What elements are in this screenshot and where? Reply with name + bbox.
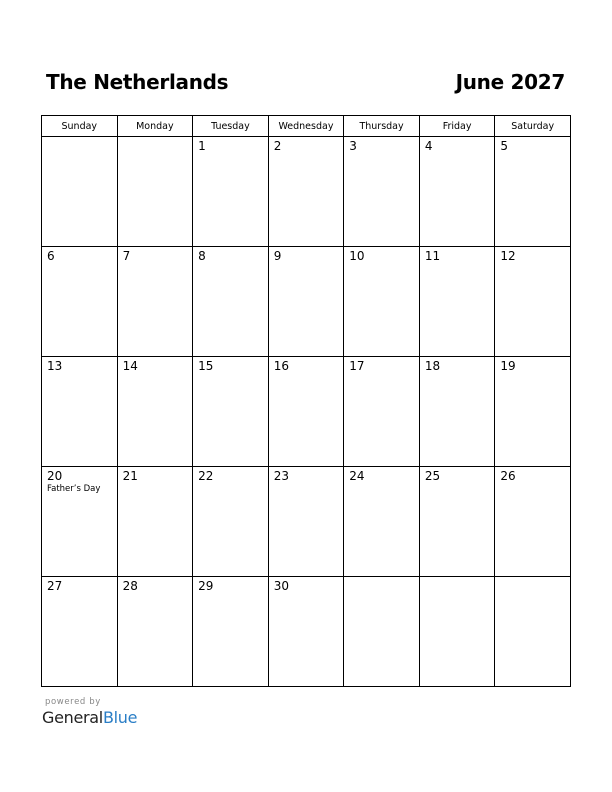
day-cell	[268, 137, 344, 247]
holiday-label: Father’s Day	[47, 484, 101, 494]
day-number: 16	[273, 359, 289, 373]
day-number: 14	[122, 359, 138, 373]
day-cell	[419, 247, 495, 357]
day-number: 21	[122, 469, 138, 483]
day-cell	[344, 247, 420, 357]
brand-name-part2: Blue	[102, 708, 138, 727]
day-number: 22	[198, 469, 214, 483]
day-cell	[495, 577, 571, 687]
day-cell	[117, 247, 193, 357]
day-number: 18	[424, 359, 441, 373]
day-number: 8	[198, 249, 206, 263]
day-cell	[344, 467, 420, 577]
day-cell	[344, 577, 420, 687]
weekday-header: Sunday	[42, 116, 118, 137]
weekday-header: Friday	[419, 116, 495, 137]
day-cell	[268, 577, 344, 687]
day-cell	[193, 247, 269, 357]
day-number: 2	[273, 139, 282, 153]
day-number: 23	[273, 469, 289, 483]
day-cell	[117, 357, 193, 467]
day-number: 24	[349, 469, 365, 483]
day-number: 19	[500, 359, 516, 373]
day-cell	[268, 467, 344, 577]
day-cell	[344, 357, 420, 467]
day-number: 17	[349, 359, 365, 373]
day-cell	[419, 577, 495, 687]
day-cell	[419, 467, 495, 577]
day-cell	[193, 137, 269, 247]
day-number: 28	[122, 579, 138, 593]
day-number: 5	[500, 139, 509, 153]
calendar-grid	[41, 115, 571, 687]
weekday-header: Saturday	[495, 116, 571, 137]
day-cell	[495, 247, 571, 357]
day-number: 10	[349, 249, 365, 263]
day-cell	[495, 467, 571, 577]
day-cell	[117, 467, 193, 577]
day-number: 27	[47, 579, 63, 593]
day-number: 3	[349, 139, 357, 153]
weekday-header: Monday	[117, 116, 193, 137]
brand-name-part1: General	[42, 708, 103, 727]
day-cell	[495, 357, 571, 467]
calendar-country-title: The Netherlands	[46, 70, 229, 94]
day-number: 11	[424, 249, 441, 263]
week-row	[42, 467, 571, 577]
weekday-header-row	[42, 116, 571, 137]
day-number: 7	[122, 249, 131, 263]
week-row	[42, 137, 571, 247]
day-number: 30	[273, 579, 289, 593]
day-cell	[42, 137, 118, 247]
day-number: 25	[424, 469, 441, 483]
day-cell	[495, 137, 571, 247]
powered-by-label: powered by	[45, 697, 101, 707]
day-cell	[42, 577, 118, 687]
day-cell	[193, 357, 269, 467]
day-number: 15	[198, 359, 214, 373]
day-number: 20	[47, 469, 63, 483]
day-cell	[42, 247, 118, 357]
day-number: 9	[273, 249, 282, 263]
week-row	[42, 577, 571, 687]
day-number: 6	[47, 249, 55, 263]
day-number: 1	[198, 139, 206, 153]
day-cell	[42, 467, 118, 577]
week-row	[42, 357, 571, 467]
day-cell	[42, 357, 118, 467]
weekday-header: Tuesday	[193, 116, 269, 137]
day-number: 29	[198, 579, 214, 593]
day-number	[118, 137, 193, 140]
day-number	[344, 577, 419, 580]
day-number	[420, 577, 495, 580]
day-cell	[117, 577, 193, 687]
day-cell	[117, 137, 193, 247]
weekday-header: Thursday	[344, 116, 420, 137]
day-cell	[193, 467, 269, 577]
day-cell	[193, 577, 269, 687]
day-cell	[419, 137, 495, 247]
day-cell	[344, 137, 420, 247]
week-row	[42, 247, 571, 357]
day-number: 12	[500, 249, 516, 263]
weekday-header: Wednesday	[268, 116, 344, 137]
day-cell	[268, 357, 344, 467]
day-number: 26	[500, 469, 516, 483]
day-number	[42, 137, 117, 140]
day-number	[495, 577, 570, 580]
day-cell	[268, 247, 344, 357]
generalblue-logo[interactable]	[42, 708, 137, 727]
day-number: 4	[424, 139, 433, 153]
day-number: 13	[47, 359, 63, 373]
day-cell	[419, 357, 495, 467]
calendar-month-title: June 2027	[455, 70, 565, 94]
